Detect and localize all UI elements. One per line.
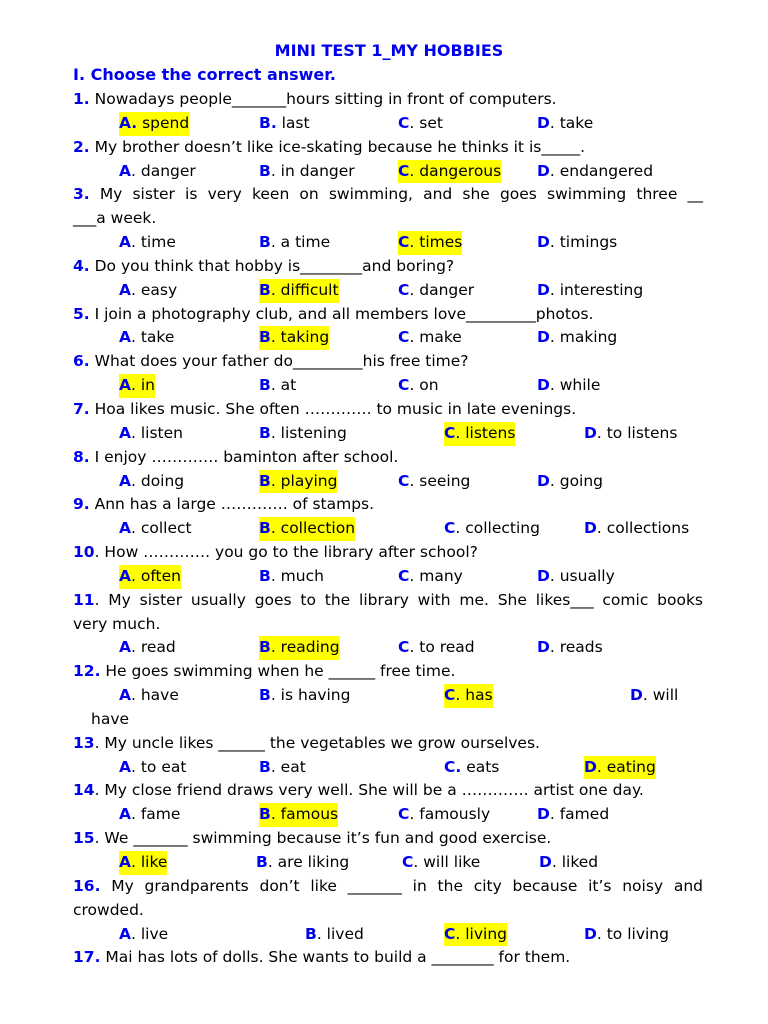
question-number: 11 (73, 590, 95, 609)
answer-option[interactable] (398, 112, 443, 136)
question-number: 7. (73, 399, 90, 418)
option-text: . fame (131, 805, 181, 824)
answer-options (0, 517, 768, 541)
question-number: 4. (73, 256, 90, 275)
option-text: . make (409, 328, 462, 347)
option-letter: A (119, 471, 131, 490)
answer-option[interactable] (444, 756, 499, 780)
option-letter: C (444, 686, 456, 705)
answer-option[interactable] (537, 565, 615, 589)
answer-option[interactable] (119, 160, 196, 184)
option-letter: C (398, 638, 410, 657)
answer-options (0, 756, 768, 780)
option-text: . take (131, 328, 175, 347)
option-letter: A (119, 566, 131, 585)
question-stem-continued (0, 207, 768, 231)
option-text: . going (549, 471, 604, 490)
option-text: . living (455, 924, 507, 943)
question-prompt: Do you think that hobby is________and boring? (89, 256, 455, 275)
option-letter: D (584, 423, 597, 442)
option-text: eats (461, 757, 500, 776)
option-text: . listening (270, 423, 347, 442)
question-stem (0, 350, 768, 374)
option-letter: A. (119, 113, 138, 132)
option-letter: C (398, 376, 410, 395)
question-stem (0, 660, 768, 684)
answer-option[interactable] (539, 851, 598, 875)
option-letter: A (119, 280, 131, 299)
option-text: . seeing (409, 471, 471, 490)
answer-option[interactable] (398, 326, 462, 350)
answer-option-correct[interactable] (119, 112, 189, 136)
option-letter: B (259, 328, 271, 347)
question-stem (0, 446, 768, 470)
question-number: 8. (73, 447, 90, 466)
question-prompt: Mai has lots of dolls. She wants to build a ________ for them. (100, 948, 571, 967)
option-text: . famous (270, 805, 339, 824)
question-number: 15 (73, 829, 95, 848)
answer-option-correct[interactable] (119, 851, 167, 875)
question-stem (0, 303, 768, 327)
answer-option[interactable] (537, 326, 617, 350)
option-text: last (276, 113, 310, 132)
answer-option[interactable] (305, 923, 364, 947)
answer-options (0, 279, 768, 303)
question-stem-continued (0, 613, 768, 637)
option-letter: B (259, 376, 271, 395)
option-text: . a time (270, 233, 331, 252)
answer-option-correct[interactable] (259, 279, 339, 303)
question-stem (0, 875, 768, 899)
option-letter: C (398, 233, 410, 252)
question-number: 12. (73, 662, 101, 681)
answer-option-correct[interactable] (259, 517, 355, 541)
question-prompt: I enjoy …………. baminton after school. (89, 447, 399, 466)
option-text: . set (409, 113, 443, 132)
option-text: . listen (131, 423, 183, 442)
option-text: . collect (131, 519, 192, 538)
answer-options (0, 326, 768, 350)
question-prompt: . My uncle likes ______ the vegetables we grow ourselves. (94, 733, 540, 752)
option-letter: B (259, 519, 271, 538)
option-letter: D (537, 233, 550, 252)
answer-options (0, 112, 768, 136)
answer-option[interactable] (259, 112, 310, 136)
answer-option[interactable] (259, 422, 347, 446)
option-letter: D (537, 471, 550, 490)
question-stem (0, 398, 768, 422)
question-text (73, 446, 398, 470)
option-text: . to read (409, 638, 475, 657)
option-letter: B (305, 924, 317, 943)
option-text: . collection (270, 519, 356, 538)
answer-option-wrap (0, 708, 768, 732)
question-prompt: Ann has a large …………. of stamps. (89, 495, 375, 514)
option-letter: B (259, 161, 271, 180)
option-letter: B (256, 853, 268, 871)
option-text: . liked (551, 853, 599, 871)
answer-option-correct[interactable] (444, 923, 507, 947)
option-text: . reads (549, 638, 603, 657)
answer-option[interactable] (259, 684, 350, 708)
option-letter: B. (259, 113, 277, 132)
question-text (73, 255, 454, 279)
option-text: . are liking (267, 853, 350, 871)
question-stem (0, 183, 768, 207)
option-text: . while (549, 376, 601, 395)
answer-option[interactable] (256, 851, 349, 875)
question-stem-continued (0, 899, 768, 923)
question-number: 2. (73, 137, 90, 156)
option-text: . famed (549, 805, 610, 824)
question-stem (0, 136, 768, 160)
section-heading: I. Choose the correct answer. (73, 65, 336, 84)
question-stem (0, 946, 768, 970)
option-letter: D (537, 113, 550, 132)
option-text: . will like (413, 853, 481, 871)
answer-option-correct[interactable] (119, 374, 155, 398)
option-text: . listens (455, 423, 516, 442)
answer-option[interactable] (537, 636, 603, 660)
option-text: . usually (549, 566, 615, 585)
answer-option[interactable] (398, 565, 463, 589)
option-text: . interesting (549, 280, 644, 299)
option-letter: C (398, 280, 410, 299)
option-text: . live (131, 924, 169, 943)
option-text: . take (549, 113, 594, 132)
option-letter: D (584, 924, 597, 943)
answer-options (0, 636, 768, 660)
answer-option[interactable] (584, 422, 677, 446)
question-text (73, 946, 570, 970)
question-prompt: I join a photography club, and all members love_________photos. (89, 304, 594, 323)
answer-option[interactable] (537, 279, 643, 303)
question-text (73, 779, 644, 803)
option-letter: A (119, 519, 131, 538)
question-number: 16. (73, 876, 101, 895)
question-stem (0, 589, 768, 613)
question-prompt: What does your father do_________his free time? (89, 352, 469, 371)
option-letter: C (398, 328, 410, 347)
question-prompt: . My close friend draws very well. She will be a …………. artist one day. (94, 781, 644, 800)
answer-option[interactable] (537, 160, 653, 184)
answer-option[interactable] (398, 374, 439, 398)
option-text: . difficult (270, 280, 339, 299)
answer-options (0, 565, 768, 589)
option-text: . reading (270, 638, 340, 657)
option-letter: C. (444, 757, 462, 776)
answer-option[interactable] (398, 279, 474, 303)
question-prompt: My grandparents don’t like _______ in the city because it’s noisy and (100, 876, 703, 895)
answer-option[interactable] (119, 231, 176, 255)
option-text: . to eat (131, 757, 187, 776)
option-text: . dangerous (409, 161, 502, 180)
answer-option-correct[interactable] (259, 636, 340, 660)
answer-option[interactable] (398, 470, 470, 494)
option-letter: D (584, 757, 597, 776)
option-text: . danger (409, 280, 475, 299)
option-letter: A (119, 686, 131, 705)
answer-option-correct[interactable] (398, 160, 501, 184)
option-text: . making (549, 328, 618, 347)
question-list (0, 88, 768, 970)
question-prompt: Hoa likes music. She often …………. to music in late evenings. (89, 399, 577, 418)
page-title: MINI TEST 1_MY HOBBIES (274, 41, 504, 60)
answer-options (0, 470, 768, 494)
question-prompt: My brother doesn’t like ice-skating because he thinks it is_____. (89, 137, 585, 156)
answer-option[interactable] (119, 422, 183, 446)
question-number: 17. (73, 948, 101, 967)
question-text (73, 136, 585, 160)
question-text (73, 827, 551, 851)
option-text: . doing (131, 471, 185, 490)
option-letter: B (259, 805, 271, 824)
option-letter: C (444, 519, 456, 538)
answer-option[interactable] (119, 923, 168, 947)
answer-option[interactable] (119, 517, 192, 541)
answer-option[interactable] (584, 517, 689, 541)
option-letter: D (630, 686, 643, 705)
answer-option-correct[interactable] (444, 684, 493, 708)
option-text: . is having (270, 686, 351, 705)
option-text: . in danger (270, 161, 355, 180)
question-text (73, 732, 540, 756)
option-text: . to living (596, 924, 669, 943)
option-letter: A (119, 805, 131, 824)
answer-option-correct[interactable] (584, 756, 656, 780)
option-letter: C (402, 853, 414, 871)
question-stem (0, 541, 768, 565)
option-letter: D (539, 853, 552, 871)
answer-option-correct[interactable] (259, 470, 337, 494)
option-letter: B (259, 280, 271, 299)
question-stem (0, 779, 768, 803)
option-letter: A (119, 376, 131, 395)
question-text (73, 875, 703, 899)
option-text: . timings (549, 233, 618, 252)
answer-option[interactable] (259, 756, 306, 780)
answer-option-correct[interactable] (259, 803, 338, 827)
question-text-continued (73, 207, 156, 231)
option-letter: A (119, 757, 131, 776)
answer-option[interactable] (537, 112, 593, 136)
answer-option[interactable] (119, 803, 180, 827)
option-letter: B (259, 471, 271, 490)
option-text: . taking (270, 328, 330, 347)
question-prompt: He goes swimming when he ______ free time. (100, 662, 456, 681)
option-text: . in (131, 376, 155, 395)
option-letter: A (119, 328, 131, 347)
question-number: 14 (73, 781, 95, 800)
option-letter: A (119, 423, 131, 442)
option-letter: A (119, 853, 131, 871)
question-prompt: My sister is very keen on swimming, and she goes swimming three __ (89, 185, 703, 204)
question-text (73, 350, 469, 374)
question-number: 10 (73, 543, 95, 562)
answer-option[interactable] (537, 231, 617, 255)
question-text-continued (73, 613, 160, 637)
answer-option[interactable] (444, 517, 540, 541)
option-letter: D (537, 280, 550, 299)
option-text: . playing (270, 471, 338, 490)
answer-options (0, 160, 768, 184)
option-letter: A (119, 161, 131, 180)
option-text: . often (131, 566, 181, 585)
option-text: . danger (131, 161, 196, 180)
option-text: . times (409, 233, 463, 252)
option-letter: D (584, 519, 597, 538)
question-stem (0, 255, 768, 279)
answer-option[interactable] (259, 374, 296, 398)
question-number: 5. (73, 304, 90, 323)
option-text: . collections (596, 519, 690, 538)
question-number: 6. (73, 352, 90, 371)
option-text: . will (642, 686, 679, 705)
question-text (73, 88, 557, 112)
option-letter: C (398, 113, 410, 132)
option-letter: C (444, 423, 456, 442)
option-letter: B (259, 423, 271, 442)
option-letter: A (119, 638, 131, 657)
question-number: 9. (73, 495, 90, 514)
answer-option[interactable] (584, 923, 669, 947)
question-stem (0, 827, 768, 851)
question-prompt: . We _______ swimming because it’s fun and good exercise. (94, 829, 552, 848)
answer-option[interactable] (402, 851, 480, 875)
option-text: . on (409, 376, 439, 395)
answer-option[interactable] (259, 565, 324, 589)
answer-option[interactable] (398, 636, 475, 660)
answer-option[interactable] (119, 756, 186, 780)
answer-option-correct[interactable] (259, 326, 329, 350)
answer-option[interactable] (119, 636, 176, 660)
answer-option[interactable] (119, 470, 184, 494)
question-text (73, 398, 576, 422)
option-text: . easy (131, 280, 178, 299)
option-text: . read (131, 638, 176, 657)
answer-option[interactable] (537, 470, 603, 494)
option-letter: B (259, 686, 271, 705)
option-letter: B (259, 233, 271, 252)
question-text-continued (73, 899, 144, 923)
question-prompt: . My sister usually goes to the library with me. She likes___ comic books (94, 590, 703, 609)
option-letter: C (398, 566, 410, 585)
option-text: . famously (409, 805, 491, 824)
option-text: . to listens (596, 423, 678, 442)
option-text-continued: have (91, 709, 130, 728)
answer-options (0, 684, 768, 708)
option-text: . collecting (455, 519, 540, 538)
answer-options (0, 422, 768, 446)
option-letter: B (259, 757, 271, 776)
option-letter: D (537, 566, 550, 585)
option-text: . eating (596, 757, 656, 776)
option-letter: C (398, 161, 410, 180)
option-text: . much (270, 566, 324, 585)
option-text: . many (409, 566, 463, 585)
answer-option[interactable] (398, 803, 490, 827)
option-letter: D (537, 638, 550, 657)
option-letter: B (259, 566, 271, 585)
option-letter: A (119, 924, 131, 943)
option-letter: D (537, 805, 550, 824)
answer-option[interactable] (119, 684, 179, 708)
question-text (73, 589, 703, 613)
question-prompt-continued: ___a week. (73, 209, 157, 228)
question-number: 1. (73, 90, 90, 108)
option-letter: D (537, 161, 550, 180)
answer-option[interactable] (630, 684, 678, 708)
question-number: 13 (73, 733, 95, 752)
option-text: . time (131, 233, 176, 252)
answer-option-correct[interactable] (398, 231, 462, 255)
answer-option[interactable] (259, 231, 330, 255)
option-letter: B (259, 638, 271, 657)
option-text: . at (270, 376, 297, 395)
option-text: . has (455, 686, 493, 705)
question-stem (0, 493, 768, 517)
question-text (73, 303, 593, 327)
answer-option[interactable] (119, 279, 177, 303)
question-prompt: . How …………. you go to the library after school? (94, 543, 478, 562)
question-prompt: Nowadays people_______hours sitting in front of computers. (89, 90, 557, 108)
option-letter: D (537, 328, 550, 347)
option-letter: A (119, 233, 131, 252)
question-stem (0, 732, 768, 756)
question-prompt-continued: crowded. (73, 900, 144, 919)
question-text (73, 183, 703, 207)
option-text: . like (131, 853, 168, 871)
option-text: spend (137, 113, 190, 132)
option-letter: C (398, 805, 410, 824)
answer-option[interactable] (259, 160, 355, 184)
question-prompt-continued: very much. (73, 614, 161, 633)
option-text: . endangered (549, 161, 654, 180)
answer-option-correct[interactable] (444, 422, 515, 446)
answer-option[interactable] (537, 803, 609, 827)
answer-options (0, 231, 768, 255)
question-number: 3. (73, 185, 90, 204)
option-letter: C (444, 924, 456, 943)
question-text (73, 493, 374, 517)
answer-option-correct[interactable] (119, 565, 181, 589)
option-text: . have (131, 686, 179, 705)
option-letter: D (537, 376, 550, 395)
option-text: . eat (270, 757, 306, 776)
question-text (73, 660, 455, 684)
answer-option[interactable] (119, 326, 174, 350)
answer-option[interactable] (537, 374, 600, 398)
option-letter: C (398, 471, 410, 490)
answer-options (0, 374, 768, 398)
question-stem (0, 88, 768, 112)
question-text (73, 541, 478, 565)
answer-options (0, 923, 768, 947)
option-text: . lived (316, 924, 364, 943)
answer-options (0, 803, 768, 827)
answer-options (0, 851, 768, 875)
